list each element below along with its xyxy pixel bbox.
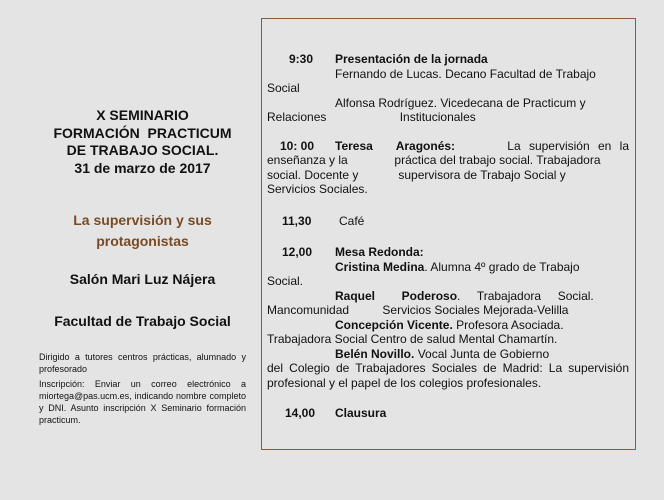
- audience-note: Dirigido a tutores centros prácticas, alumnado y profesorado: [39, 352, 246, 374]
- panelist: [267, 318, 629, 333]
- speaker-line: Relaciones Institucionales: [267, 110, 476, 124]
- speaker-line: social. Docente y supervisora de Trabajo Social y: [267, 167, 566, 182]
- seminar-subtitle: [30, 210, 255, 251]
- speaker-line: Fernando de Lucas. Decano Facultad de Trabajo: [335, 66, 596, 81]
- schedule-heading: Café: [339, 213, 365, 228]
- speaker-line: enseñanza y la práctica del trabajo social. Trabajadora: [267, 153, 601, 167]
- program-schedule: [267, 52, 629, 421]
- panelist-cont: Mancomunidad Servicios Sociales Mejorada-Velilla: [267, 303, 569, 317]
- seminar-title: [30, 107, 255, 177]
- schedule-time: 9:30: [289, 52, 314, 66]
- schedule-heading: Clausura: [335, 406, 387, 420]
- inscription-note: Inscripción: Enviar un correo electrónico a miortega@pas.ucm.es, indicando nombre completo y DNI. Asunto inscripción X Seminario formación practicum.: [39, 379, 246, 425]
- panelist-role: . Alumna 4º grado de Trabajo: [424, 259, 580, 274]
- title-line: X SEMINARIO: [96, 107, 189, 123]
- schedule-item: [267, 214, 629, 229]
- panelist-role: . Trabajadora Social.: [457, 288, 594, 303]
- schedule-time: 11,30: [282, 213, 312, 228]
- panelist-name: Concepción Vicente.: [335, 317, 453, 332]
- venue: Salón Mari Luz Nájera: [69, 271, 216, 287]
- schedule-item: [267, 406, 629, 421]
- panelist-cont: Social.: [267, 274, 304, 288]
- faculty: Facultad de Trabajo Social: [54, 313, 231, 329]
- speaker-line: Social: [267, 81, 300, 95]
- schedule-item: [267, 139, 629, 154]
- panelist-name: Cristina Medina: [335, 259, 425, 274]
- title-line: DE TRABAJO SOCIAL.: [66, 142, 219, 158]
- seminar-date: 31 de marzo de 2017: [74, 159, 211, 176]
- panelist-cont: del Colegio de Trabajadores Sociales de Madrid: La supervisión profesional y el papel de los colegios profesionales.: [267, 361, 629, 390]
- speaker-text: La supervisión en la: [507, 138, 629, 153]
- subtitle-line: protagonistas: [96, 232, 189, 249]
- panelist: [267, 289, 629, 304]
- panelist-cont: Trabajadora Social Centro de salud Mental Chamartín.: [267, 332, 558, 346]
- speaker-line: Servicios Sociales.: [267, 182, 368, 196]
- schedule-heading: Presentación de la jornada: [335, 52, 488, 66]
- panelist-name: Belén Novillo.: [335, 346, 415, 361]
- schedule-time: 14,00: [285, 406, 316, 420]
- schedule-item: [267, 245, 629, 260]
- title-line: FORMACIÓN PRACTICUM: [53, 124, 232, 141]
- panelist: [267, 347, 629, 362]
- speaker-line: Alfonsa Rodríguez. Vicedecana de Practicum y: [335, 95, 586, 110]
- speaker-name: Teresa Aragonés:: [335, 138, 456, 153]
- panelist-role: Profesora Asociada.: [452, 317, 564, 332]
- subtitle-line: La supervisión y sus: [73, 212, 212, 228]
- schedule-time: 12,00: [282, 245, 313, 259]
- panelist-role: Vocal Junta de Gobierno: [414, 346, 550, 361]
- schedule-time: 10: 00: [280, 138, 315, 153]
- panelist-name: Raquel Poderoso: [335, 288, 458, 303]
- schedule-item: [267, 52, 629, 67]
- panelist: [267, 260, 629, 275]
- schedule-heading: Mesa Redonda:: [335, 245, 424, 259]
